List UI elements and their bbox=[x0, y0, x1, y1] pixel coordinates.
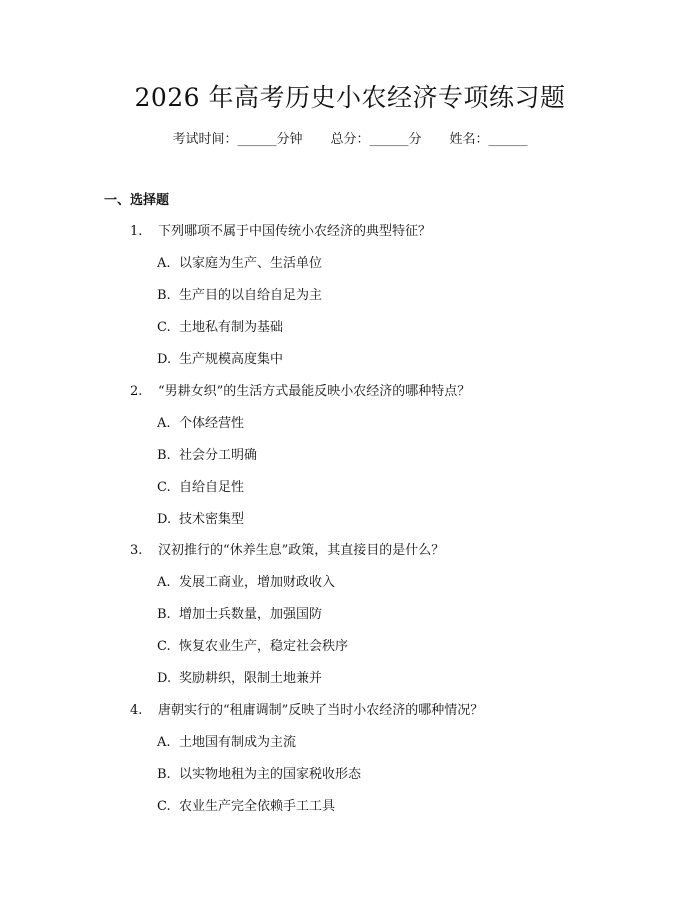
option-letter: D. bbox=[157, 352, 172, 367]
question-text: 下列哪项不属于中国传统小农经济的典型特征？ bbox=[158, 224, 432, 239]
question-4 bbox=[130, 702, 483, 720]
exam-time-field: 考试时间：______分钟 bbox=[172, 132, 303, 147]
option-letter: B. bbox=[157, 448, 171, 463]
question-3-option-d bbox=[157, 670, 322, 688]
option-letter: C. bbox=[157, 320, 171, 335]
option-text: 恢复农业生产，稳定社会秩序 bbox=[179, 639, 349, 654]
option-letter: A. bbox=[157, 735, 171, 750]
question-2-option-c bbox=[157, 479, 244, 497]
question-number: 4. bbox=[130, 703, 143, 718]
question-1-option-d bbox=[157, 351, 283, 369]
question-2-option-b bbox=[157, 447, 257, 465]
student-name-field: 姓名：______ bbox=[449, 132, 528, 147]
question-1-option-a bbox=[157, 255, 322, 273]
option-text: 以家庭为生产、生活单位 bbox=[179, 256, 323, 271]
option-letter: D. bbox=[157, 512, 172, 527]
option-letter: B. bbox=[157, 607, 171, 622]
question-3-option-b bbox=[157, 606, 322, 624]
exam-meta bbox=[0, 131, 700, 149]
question-4-option-c bbox=[157, 798, 335, 816]
option-letter: A. bbox=[157, 575, 171, 590]
option-text: 自给自足性 bbox=[179, 480, 245, 495]
question-2-option-a bbox=[157, 415, 244, 433]
option-letter: A. bbox=[157, 256, 171, 271]
question-number: 3. bbox=[130, 543, 143, 558]
option-text: 土地私有制为基础 bbox=[179, 320, 284, 335]
question-number: 2. bbox=[130, 384, 143, 399]
option-text: 社会分工明确 bbox=[179, 448, 258, 463]
option-text: 技术密集型 bbox=[179, 512, 245, 527]
page-title: 2026 年高考历史小农经济专项练习题 bbox=[134, 83, 566, 112]
option-text: 生产规模高度集中 bbox=[179, 352, 284, 367]
question-text: 汉初推行的“休养生息”政策，其直接目的是什么？ bbox=[158, 543, 445, 558]
question-3-option-c bbox=[157, 638, 348, 656]
option-text: 生产目的以自给自足为主 bbox=[179, 288, 323, 303]
question-2 bbox=[130, 383, 470, 401]
option-letter: C. bbox=[157, 639, 171, 654]
question-text: 唐朝实行的“租庸调制”反映了当时小农经济的哪种情况？ bbox=[158, 703, 484, 718]
option-letter: C. bbox=[157, 480, 171, 495]
option-text: 奖励耕织，限制土地兼并 bbox=[179, 671, 323, 686]
question-1-option-c bbox=[157, 319, 283, 337]
option-letter: B. bbox=[157, 288, 171, 303]
question-3-option-a bbox=[157, 574, 335, 592]
option-letter: B. bbox=[157, 767, 171, 782]
option-text: 增加士兵数量，加强国防 bbox=[179, 607, 323, 622]
option-letter: C. bbox=[157, 799, 171, 814]
option-text: 个体经营性 bbox=[179, 416, 245, 431]
question-2-option-d bbox=[157, 511, 244, 529]
question-number: 1. bbox=[130, 224, 143, 239]
question-3 bbox=[130, 542, 444, 560]
question-1 bbox=[130, 223, 431, 241]
section-heading: 一、选择题 bbox=[104, 193, 170, 208]
option-text: 土地国有制成为主流 bbox=[179, 735, 297, 750]
option-letter: D. bbox=[157, 671, 172, 686]
question-4-option-a bbox=[157, 734, 296, 752]
question-text: “男耕女织”的生活方式最能反映小农经济的哪种特点？ bbox=[158, 384, 471, 399]
option-text: 农业生产完全依赖手工工具 bbox=[179, 799, 336, 814]
question-1-option-b bbox=[157, 287, 322, 305]
option-letter: A. bbox=[157, 416, 171, 431]
total-score-field: 总分：______分 bbox=[330, 132, 422, 147]
option-text: 以实物地租为主的国家税收形态 bbox=[179, 767, 362, 782]
question-4-option-b bbox=[157, 766, 361, 784]
option-text: 发展工商业，增加财政收入 bbox=[179, 575, 336, 590]
